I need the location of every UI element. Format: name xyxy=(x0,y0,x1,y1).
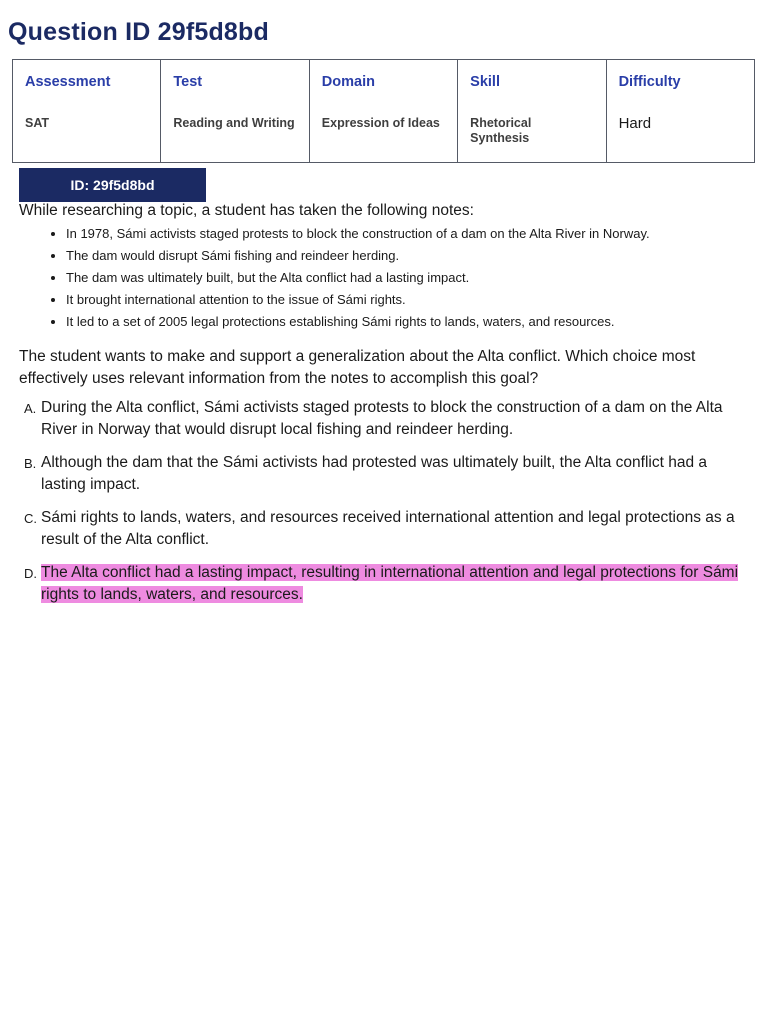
choice-text: The Alta conflict had a lasting impact, resulting in international attention and legal protections for Sámi rights to lands, waters, and resources. xyxy=(41,564,739,603)
choice-a[interactable] xyxy=(19,397,751,441)
choice-b[interactable] xyxy=(19,452,751,496)
question-stem: The student wants to make and support a generalization about the Alta conflict. Which choice most effectively uses relevant information from the notes to accomplish this goal? xyxy=(19,348,696,387)
choice-text: Although the dam that the Sámi activists had protested was ultimately built, the Alta conflict had a lasting impact. xyxy=(41,454,708,493)
header-domain: Domain xyxy=(309,60,457,106)
note-item: • The dam was ultimately built, but the Alta conflict had a lasting impact. xyxy=(66,267,650,289)
choice-text: Sámi rights to lands, waters, and resources received international attention and legal protections as a result of the Alta conflict. xyxy=(41,509,735,548)
choice-d[interactable] xyxy=(19,562,751,606)
question-meta-table xyxy=(12,59,755,163)
choice-letter: D. xyxy=(24,566,37,581)
meta-header-row xyxy=(13,60,755,106)
choice-letter: B. xyxy=(24,456,37,471)
choice-c[interactable] xyxy=(19,507,751,551)
value-assessment: SAT xyxy=(13,106,161,163)
value-difficulty: Hard xyxy=(606,106,754,163)
note-item: • In 1978, Sámi activists staged protests to block the construction of a dam on the Alta River in Norway. xyxy=(66,223,650,245)
header-assessment: Assessment xyxy=(13,60,161,106)
value-skill: Rhetorical Synthesis xyxy=(458,106,606,163)
header-test: Test xyxy=(161,60,309,106)
meta-value-row xyxy=(13,106,755,163)
passage-intro: While researching a topic, a student has taken the following notes: xyxy=(19,202,474,219)
note-item: • It brought international attention to the issue of Sámi rights. xyxy=(66,289,650,311)
page-title: Question ID 29f5d8bd xyxy=(8,18,269,46)
note-item: • It led to a set of 2005 legal protections establishing Sámi rights to lands, waters, and resources. xyxy=(66,311,650,333)
header-skill: Skill xyxy=(458,60,606,106)
value-test: Reading and Writing xyxy=(161,106,309,163)
answer-choices xyxy=(19,397,751,617)
choice-text: During the Alta conflict, Sámi activists staged protests to block the construction of a dam on the Alta River in Norway that would disrupt local fishing and reindeer herding. xyxy=(41,399,723,438)
notes-list xyxy=(19,223,650,333)
note-item: • The dam would disrupt Sámi fishing and reindeer herding. xyxy=(66,245,650,267)
question-id-banner: ID: 29f5d8bd xyxy=(19,168,206,202)
value-domain: Expression of Ideas xyxy=(309,106,457,163)
header-difficulty: Difficulty xyxy=(606,60,754,106)
choice-letter: C. xyxy=(24,511,37,526)
choice-letter: A. xyxy=(24,401,37,416)
